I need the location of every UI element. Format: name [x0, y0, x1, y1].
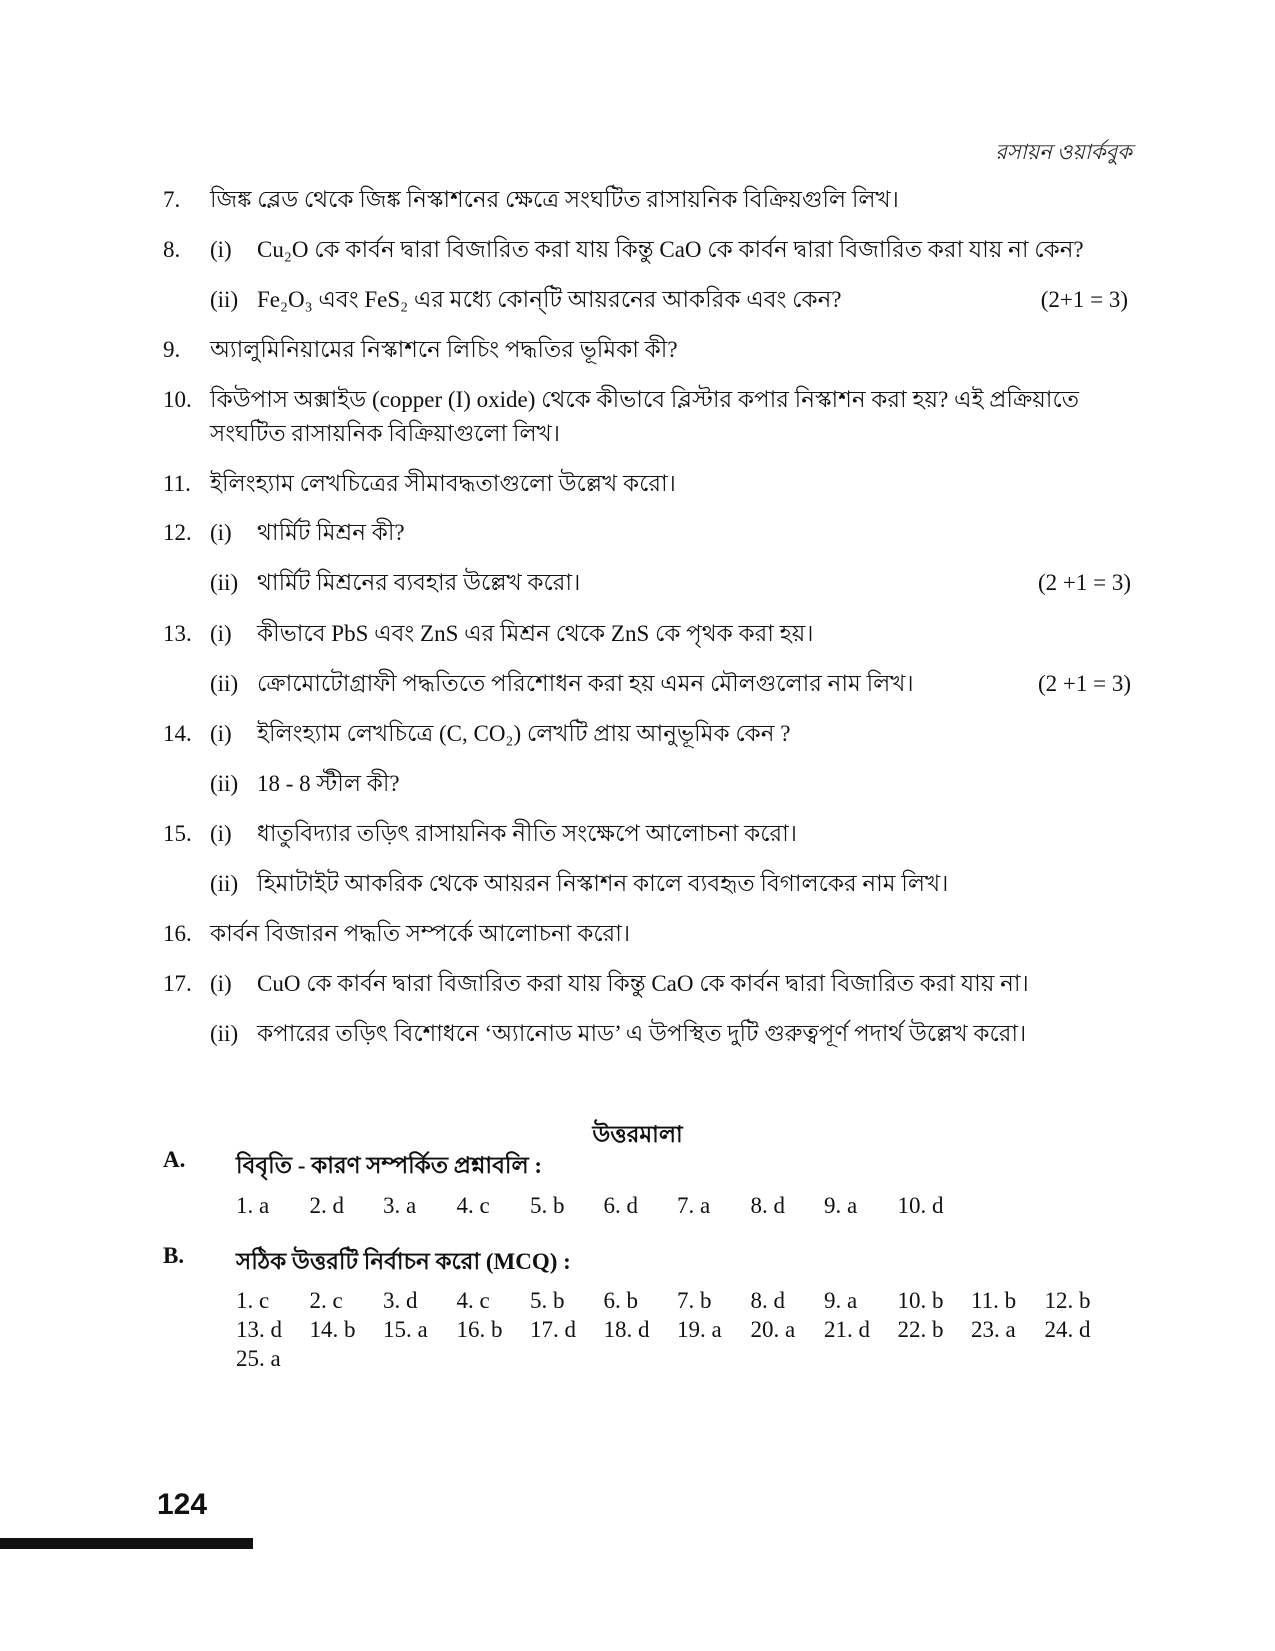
part-label: (ii): [210, 287, 239, 312]
question-text: জিঙ্ক ব্লেড থেকে জিঙ্ক নিস্কাশনের ক্ষেত্রে সংঘটিত রাসায়নিক বিক্রিয়গুলি লিখ।: [210, 187, 899, 212]
answer-item: 9. a: [824, 1193, 858, 1218]
answer-item: 9. a: [824, 1288, 858, 1313]
question-text: CuO কে কার্বন দ্বারা বিজারিত করা যায় কিন্তু CaO কে কার্বন দ্বারা বিজারিত করা যায় না।: [257, 971, 1029, 996]
part-label: (i): [210, 721, 232, 746]
answer-item: 3. d: [383, 1288, 418, 1313]
question-text: Fe₂O₃ এবং FeS₂ এর মধ্যে কোন্‌টি আয়রনের আকরিক এবং কেন?: [257, 287, 842, 312]
section-b-letter: B.: [163, 1243, 185, 1268]
answer-item: 23. a: [971, 1317, 1016, 1342]
marks: (2+1 = 3): [1040, 287, 1128, 312]
answer-item: 6. b: [603, 1288, 638, 1313]
answer-item: 1. c: [236, 1288, 270, 1313]
question-number: 15.: [163, 821, 192, 846]
answer-item: 2. c: [309, 1288, 343, 1313]
question-text: কপারের তড়িৎ বিশোধনে ‘অ্যানোড মাড’ এ উপস্থিত দুটি গুরুত্বপূর্ণ পদার্থ উল্লেখ করো।: [257, 1021, 1027, 1046]
part-label: (ii): [210, 871, 239, 896]
question-text: থার্মিট মিশ্রন কী?: [257, 520, 405, 545]
answer-item: 13. d: [236, 1317, 282, 1342]
question-number: 12.: [163, 520, 192, 545]
question-number: 16.: [163, 921, 192, 946]
question-number: 17.: [163, 971, 192, 996]
question-number: 10.: [163, 387, 192, 412]
answer-item: 7. b: [677, 1288, 712, 1313]
question-10: [163, 383, 1143, 453]
marks: (2 +1 = 3): [1037, 671, 1131, 696]
question-number: 13.: [163, 621, 192, 646]
question-number: 7.: [163, 187, 181, 212]
answer-item: 7. a: [677, 1193, 711, 1218]
part-label: (i): [210, 971, 232, 996]
answer-item: 15. a: [383, 1317, 428, 1342]
question-text: হিমাটাইট আকরিক থেকে আয়রন নিস্কাশন কালে ব্যবহৃত বিগালকের নাম লিখ।: [257, 871, 949, 896]
section-a-title: বিবৃতি - কারণ সম্পর্কিত প্রশ্নাবলি :: [236, 1153, 543, 1178]
answer-item: 4. c: [456, 1288, 490, 1313]
question-text: কীভাবে PbS এবং ZnS এর মিশ্রন থেকে ZnS কে পৃথক করা হয়।: [257, 621, 814, 646]
answer-item: 11. b: [971, 1288, 1017, 1313]
answer-item: 10. d: [897, 1193, 944, 1218]
question-number: 9.: [163, 337, 181, 362]
question-text: কিউপাস অক্সাইড (copper (I) oxide) থেকে কীভাবে ব্লিস্টার কপার নিস্কাশন করা হয়? এই প্রক্রিয়াতে সংঘটিত রাসায়নিক বিক্রিয়াগুলো লিখ।: [210, 387, 1079, 446]
part-label: (ii): [210, 570, 239, 595]
question-number: 14.: [163, 721, 192, 746]
book-title: রসায়ন ওয়ার্কবুক: [995, 140, 1132, 164]
question-text: ধাতুবিদ্যার তড়িৎ রাসায়নিক নীতি সংক্ষেপে আলোচনা করো।: [257, 821, 797, 846]
part-label: (i): [210, 821, 232, 846]
section-a-letter: A.: [163, 1147, 186, 1172]
answer-item: 21. d: [824, 1317, 870, 1342]
question-text: ইলিংহ্যাম লেখচিত্রে (C, CO₂) লেখটি প্রায় আনুভূমিক কেন ?: [257, 721, 791, 746]
answer-item: 22. b: [897, 1317, 944, 1342]
question-text: থার্মিট মিশ্রনের ব্যবহার উল্লেখ করো।: [257, 570, 581, 595]
answer-item: 3. a: [383, 1193, 417, 1218]
answer-item: 18. d: [603, 1317, 650, 1342]
answer-item: 5. b: [530, 1288, 565, 1313]
part-label: (i): [210, 520, 232, 545]
answer-item: 20. a: [750, 1317, 796, 1342]
part-label: (ii): [210, 1021, 239, 1046]
page-number: 124: [157, 1488, 208, 1521]
answer-item: 8. d: [750, 1193, 785, 1218]
answer-item: 5. b: [530, 1193, 565, 1218]
answers-title: উত্তরমালা: [592, 1122, 683, 1147]
part-label: (i): [210, 621, 232, 646]
answer-item: 8. d: [750, 1288, 785, 1313]
question-text: 18 - 8 স্টীল কী?: [257, 771, 400, 796]
answer-item: 24. d: [1044, 1317, 1091, 1342]
answer-item: 12. b: [1044, 1288, 1091, 1313]
question-text: ইলিংহ্যাম লেখচিত্রের সীমাবদ্ধতাগুলো উল্লেখ করো।: [210, 471, 676, 496]
answer-item: 6. d: [603, 1193, 638, 1218]
marks: (2 +1 = 3): [1037, 570, 1131, 595]
answer-item: 14. b: [309, 1317, 356, 1342]
answer-item: 19. a: [677, 1317, 722, 1342]
question-text: অ্যালুমিনিয়ামের নিস্কাশনে লিচিং পদ্ধতির ভূমিকা কী?: [210, 337, 678, 362]
answer-item: 2. d: [309, 1193, 344, 1218]
part-label: (ii): [210, 771, 239, 796]
section-b-title: সঠিক উত্তরটি নির্বাচন করো (MCQ) :: [236, 1249, 571, 1274]
question-number: 11.: [163, 471, 191, 496]
question-number: 8.: [163, 237, 181, 262]
part-label: (ii): [210, 671, 239, 696]
footer-bar: [0, 1538, 253, 1549]
question-text: ক্রোমোটোগ্রাফী পদ্ধতিতে পরিশোধন করা হয় এমন মৌলগুলোর নাম লিখ।: [257, 671, 914, 696]
answer-item: 25. a: [236, 1346, 281, 1371]
question-text: Cu₂O কে কার্বন দ্বারা বিজারিত করা যায় কিন্তু CaO কে কার্বন দ্বারা বিজারিত করা যায় না কেন?: [257, 237, 1084, 262]
answer-item: 17. d: [530, 1317, 576, 1342]
answer-item: 4. c: [456, 1193, 490, 1218]
part-label: (i): [210, 237, 232, 262]
answer-item: 16. b: [456, 1317, 503, 1342]
answer-item: 1. a: [236, 1193, 270, 1218]
answer-item: 10. b: [897, 1288, 944, 1313]
question-text: কার্বন বিজারন পদ্ধতি সম্পর্কে আলোচনা করো।: [210, 921, 631, 946]
